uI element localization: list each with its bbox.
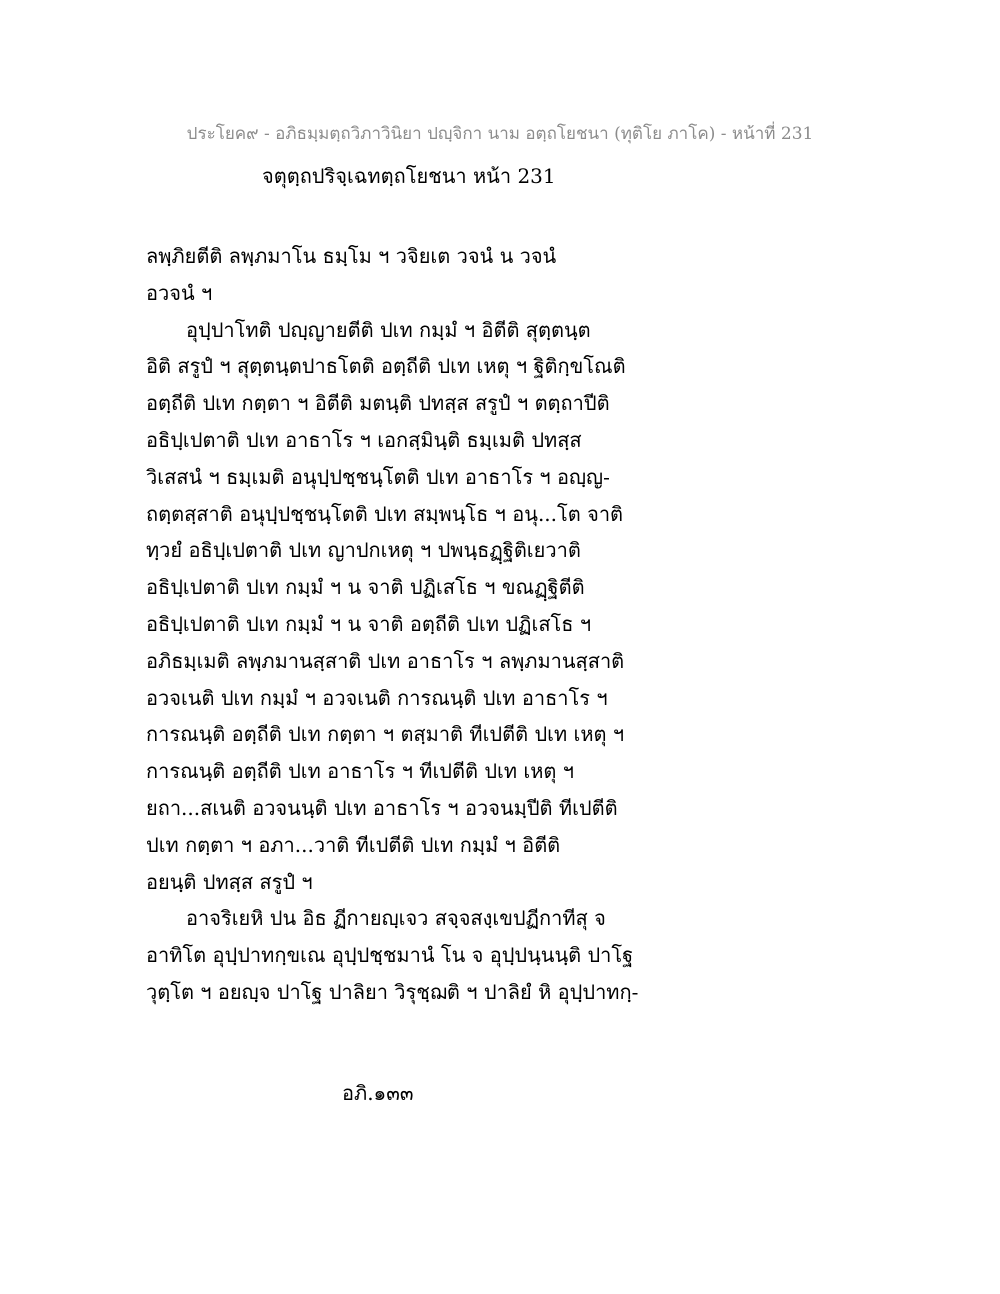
- page-title: จตุตฺถปริจฺเฉทตฺถโยชนา หน้า 231: [262, 164, 556, 188]
- text-line: ปเท กตฺตา ฯ อภา...วาติ ทีเปตีติ ปเท กมฺมํ ฯ อิตีติ: [146, 832, 561, 857]
- text-line: อธิปฺเปตาติ ปเท อาธาโร ฯ เอกสฺมินฺติ ธมฺเมติ ปทสฺส: [146, 427, 582, 452]
- text-line: การณนฺติ อตฺถีติ ปเท กตฺตา ฯ ตสฺมาติ ทีเปตีติ ปเท เหตุ ฯ: [146, 722, 625, 747]
- text-line: อวจเนติ ปเท กมฺมํ ฯ อวจเนติ การณนฺติ ปเท อาธาโร ฯ: [146, 685, 608, 710]
- text-line: ถตฺตสฺสาติ อนุปฺปชฺชนฺโตติ ปเท สมฺพนฺโธ ฯ อนุ...โต จาติ: [146, 501, 624, 526]
- page-footer-reference: อภิ.๑๓๓: [342, 1081, 414, 1105]
- text-line: วุตฺโต ฯ อยญฺจ ปาโฐ ปาลิยา วิรุชฺฌติ ฯ ปาลิยํ หิ อุปฺปาทกฺ-: [146, 979, 639, 1004]
- text-line: ทฺวยํ อธิปฺเปตาติ ปเท ญาปกเหตุ ฯ ปพนฺธฏฺฐิติเยวาติ: [146, 538, 581, 563]
- body-text: [146, 238, 666, 1011]
- text-line-paragraph-start: อาจริเยหิ ปน อิธ ฏีกายญฺเจว สจฺจสงฺเขปฏีกาทีสุ จ: [186, 906, 606, 931]
- running-header: [0, 120, 1000, 147]
- running-header-text: ประโยค๙ - อภิธมฺมตฺถวิภาวินิยา ปญฺจิกา นาม อตฺถโยชนา (ทุติโย ภาโค) - หน้าที่ 231: [186, 124, 814, 144]
- text-line: ยถา...สเนติ อวจนนฺติ ปเท อาธาโร ฯ อวจนมฺปีติ ทีเปตีติ: [146, 795, 618, 820]
- text-line: อธิปฺเปตาติ ปเท กมฺมํ ฯ น จาติ ปฏิเสโธ ฯ ขณฏฺฐิตีติ: [146, 575, 585, 600]
- text-line: อาทิโต อุปฺปาทกฺขเณ อุปฺปชฺชมานํ โน จ อุปฺปนฺนนฺติ ปาโฐ: [146, 943, 634, 968]
- text-line: อภิธมฺเมติ ลพฺภมานสฺสาติ ปเท อาธาโร ฯ ลพฺภมานสฺสาติ: [146, 648, 625, 673]
- text-line: อธิปฺเปตาติ ปเท กมฺมํ ฯ น จาติ อตฺถีติ ปเท ปฏิเสโธ ฯ: [146, 611, 592, 636]
- text-line-paragraph-start: อุปฺปาโทติ ปญฺญายตีติ ปเท กมฺมํ ฯ อิตีติ สุตฺตนฺต: [186, 317, 591, 342]
- text-line: ลพฺภิยตีติ ลพฺภมาโน ธมฺโม ฯ วจิยเต วจนํ น วจนํ: [146, 244, 557, 268]
- text-line: อยนฺติ ปทสฺส สรูปํ ฯ: [146, 869, 313, 894]
- text-line: อิติ สรูปํ ฯ สุตฺตนฺตปาธโตติ อตฺถีติ ปเท เหตุ ฯ ฐิติกฺขโณติ: [146, 354, 626, 379]
- text-line: อวจนํ ฯ: [146, 280, 213, 305]
- text-line: อตฺถีติ ปเท กตฺตา ฯ อิตีติ มตนฺติ ปทสฺส สรูปํ ฯ ตตฺถาปีติ: [146, 391, 610, 416]
- text-line: การณนฺติ อตฺถีติ ปเท อาธาโร ฯ ทีเปตีติ ปเท เหตุ ฯ: [146, 759, 575, 784]
- text-line: วิเสสนํ ฯ ธมฺเมติ อนุปฺปชฺชนฺโตติ ปเท อาธาโร ฯ อญฺญ-: [146, 464, 610, 489]
